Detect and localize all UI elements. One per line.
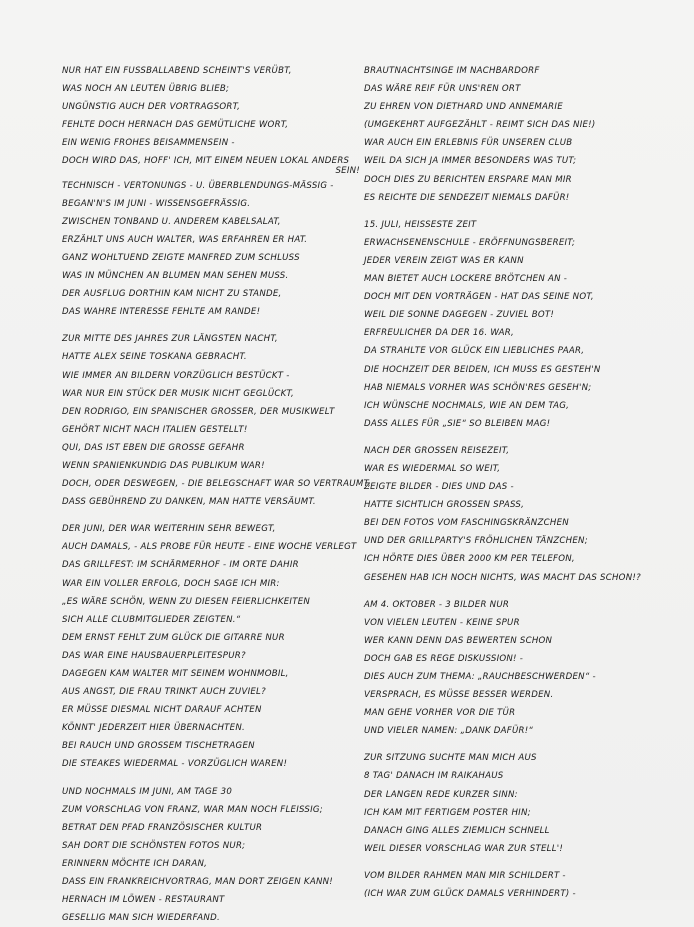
poem-line: ZWISCHEN TONBAND U. ANDEREM KABELSALAT, (62, 216, 281, 227)
poem-line: TECHNISCH - VERTONUNGS - U. ÜBERBLENDUNGS-MÄSSIG - (62, 180, 334, 191)
poem-line: DER JUNI, DER WAR WEITERHIN SEHR BEWEGT, (62, 524, 276, 535)
poem-line: ZEIGTE BILDER - DIES UND DAS - (364, 482, 514, 493)
poem-line: GESEHEN HAB ICH NOCH NICHTS, WAS MACHT DAS SCHON!? (364, 572, 641, 583)
poem-line: ICH HÖRTE DIES ÜBER 2000 KM PER TELEFON, (364, 554, 575, 565)
poem-line: UND VIELER NAMEN: „DANK DAFÜR!“ (364, 726, 534, 737)
poem-line: DOCH, ODER DESWEGEN, - DIE BELEGSCHAFT WAR SO VERTRAUMT, (62, 479, 371, 490)
poem-line: DA STRAHLTE VOR GLÜCK EIN LIEBLICHES PAAR, (364, 346, 585, 357)
poem-line: (UMGEKEHRT AUFGEZÄHLT - REIMT SICH DAS NIE!) (364, 120, 596, 131)
poem-line: BEI RAUCH UND GROSSEM TISCHETRAGEN (62, 741, 255, 752)
poem-line: BEI DEN FOTOS VOM FASCHINGSKRÄNZCHEN (364, 518, 569, 529)
poem-line: AM 4. OKTOBER - 3 BILDER NUR (364, 599, 510, 610)
poem-line: WAR EIN VOLLER ERFOLG, DOCH SAGE ICH MIR: (62, 578, 280, 589)
stanza-gap (364, 587, 664, 596)
poem-line: MAN GEHE VORHER VOR DIE TÜR (364, 708, 516, 719)
poem-line: DAS WAR EINE HAUSBAUERPLEITESPUR? (62, 650, 246, 661)
poem-line: DER LANGEN REDE KURZER SINN: (364, 789, 518, 800)
poem-line: AUS ANGST, DIE FRAU TRINKT AUCH ZUVIEL? (62, 687, 266, 698)
poem-line: DOCH WIRD DAS, HOFF' ICH, MIT EINEM NEUEN LOKAL ANDERS (62, 156, 350, 167)
poem-line: GEHÖRT NICHT NACH ITALIEN GESTELLT! (62, 424, 248, 435)
poem-line: BRAUTNACHTSINGE IM NACHBARDORF (364, 66, 540, 76)
poem-line: HATTE SICHTLICH GROSSEN SPASS, (364, 500, 525, 511)
poem-line: KÖNNT' JEDERZEIT HIER ÜBERNACHTEN. (62, 723, 246, 734)
poem-line: DIE HOCHZEIT DER BEIDEN, ICH MUSS ES GESTEH'N (364, 364, 601, 375)
poem-line: WEIL DIE SONNE DAGEGEN - ZUVIEL BOT! (364, 310, 555, 321)
poem-line: BETRAT DEN PFAD FRANZÖSISCHER KULTUR (62, 822, 263, 833)
poem-line: HAB NIEMALS VORHER WAS SCHÖN'RES GESEH'N; (364, 382, 592, 393)
poem-line: DASS ALLES FÜR „SIE“ SO BLEIBEN MAG! (364, 418, 551, 429)
poem-line: ERWACHSENENSCHULE - ERÖFFNUNGSBEREIT; (364, 237, 576, 248)
poem-line: WAR ES WIEDERMAL SO WEIT, (364, 463, 501, 474)
poem-line: SAH DORT DIE SCHÖNSTEN FOTOS NUR; (62, 840, 246, 851)
stanza-gap (364, 740, 664, 749)
poem-line: DIES AUCH ZUM THEMA: „RAUCHBESCHWERDEN“ - (364, 672, 596, 682)
poem-line: ZUR MITTE DES JAHRES ZUR LÄNGSTEN NACHT, (62, 334, 278, 345)
poem-line: DIE STEAKES WIEDERMAL - VORZÜGLICH WAREN! (62, 759, 288, 770)
poem-line: VERSPRACH, ES MÜSSE BESSER WERDEN. (364, 690, 554, 701)
poem-line: DEM ERNST FEHLT ZUM GLÜCK DIE GITARRE NUR (62, 632, 285, 643)
poem-line: DAS WÄRE REIF FÜR UNS'REN ORT (364, 84, 521, 95)
stanza-gap (364, 207, 664, 216)
poem-line: (ICH WAR ZUM GLÜCK DAMALS VERHINDERT) - (364, 889, 576, 900)
poem-line: DAS GRILLFEST: IM SCHÄRMERHOF - IM ORTE DAHIR (62, 560, 299, 571)
poem-line: HERNACH IM LÖWEN - RESTAURANT (62, 895, 225, 906)
poem-line: ES REICHTE DIE SENDEZEIT NIEMALS DAFÜR! (364, 192, 570, 203)
poem-line: GESELLIG MAN SICH WIEDERFAND. (62, 913, 220, 924)
stanza-gap (62, 774, 362, 783)
stanza-gap (62, 511, 362, 520)
poem-line: UNGÜNSTIG AUCH DER VORTRAGSORT, (62, 102, 241, 113)
poem-line: WAS NOCH AN LEUTEN ÜBRIG BLIEB; (62, 84, 230, 95)
poem-line: DASS GEBÜHREND ZU DANKEN, MAN HATTE VERSÄUMT. (62, 497, 316, 508)
poem-line: ERFREULICHER DA DER 16. WAR, (364, 328, 514, 339)
poem-line: HATTE ALEX SEINE TOSKANA GEBRACHT. (62, 352, 247, 363)
poem-line: 15. JULI, HEISSESTE ZEIT (364, 219, 477, 230)
poem-line: VOM BILDER RAHMEN MAN MIR SCHILDERT - (364, 870, 566, 881)
poem-line: FEHLTE DOCH HERNACH DAS GEMÜTLICHE WORT, (62, 120, 289, 131)
poem-line: NUR HAT EIN FUSSBALLABEND SCHEINT'S VERÜBT, (62, 66, 292, 76)
poem-line: UND NOCHMALS IM JUNI, AM TAGE 30 (62, 786, 233, 797)
poem-line: DOCH MIT DEN VORTRÄGEN - HAT DAS SEINE NOT, (364, 292, 594, 303)
poem-line: WENN SPANIENKUNDIG DAS PUBLIKUM WAR! (62, 460, 265, 471)
poem-line: DANACH GING ALLES ZIEMLICH SCHNELL (364, 825, 550, 836)
poem-line: NACH DER GROSSEN REISEZEIT, (364, 445, 510, 456)
poem-line: ICH WÜNSCHE NOCHMALS, WIE AN DEM TAG, (364, 400, 570, 411)
poem-line: DAGEGEN KAM WALTER MIT SEINEM WOHNMOBIL, (62, 669, 289, 679)
poem-line: ERINNERN MÖCHTE ICH DARAN, (62, 858, 208, 869)
poem-line: ER MÜSSE DIESMAL NICHT DARAUF ACHTEN (62, 705, 262, 716)
poem-line: WEIL DIESER VORSCHLAG WAR ZUR STELL'! (364, 843, 564, 854)
poem-line: WIE IMMER AN BILDERN VORZÜGLICH BESTÜCKT - (62, 370, 290, 381)
poem-line: UND DER GRILLPARTY'S FRÖHLICHEN TÄNZCHEN; (364, 536, 588, 547)
poem-line: WAS IN MÜNCHEN AN BLUMEN MAN SEHEN MUSS. (62, 271, 289, 282)
poem-line: DAS WAHRE INTERESSE FEHLTE AM RANDE! (62, 307, 261, 318)
left-column (62, 62, 371, 927)
poem-line: WAR NUR EIN STÜCK DER MUSIK NICHT GEGLÜCKT, (62, 388, 294, 399)
poem-line: DER AUSFLUG DORTHIN KAM NICHT ZU STANDE, (62, 289, 282, 300)
poem-line: BEGAN'N'S IM JUNI - WISSENSGEFRÄSSIG. (62, 198, 251, 209)
poem-line: ZUR SITZUNG SUCHTE MAN MICH AUS (364, 753, 537, 764)
poem-line: AUCH DAMALS, - ALS PROBE FÜR HEUTE - EINE WOCHE VERLEGT (62, 542, 357, 553)
poem-line: WEIL DA SICH JA IMMER BESONDERS WAS TUT; (364, 156, 577, 167)
stanza-gap (62, 321, 362, 330)
poem-line: ICH KAM MIT FERTIGEM POSTER HIN; (364, 807, 531, 818)
poem-line: WER KANN DENN DAS BEWERTEN SCHON (364, 635, 553, 646)
poem-line-overflow: SEIN! (335, 165, 360, 176)
stanza-gap (364, 858, 664, 867)
poem-line: EIN WENIG FROHES BEISAMMENSEIN - (62, 138, 235, 149)
poem-line: DOCH GAB ES REGE DISKUSSION! - (364, 653, 524, 664)
poem-line: 8 TAG' DANACH IM RAIKAHAUS (364, 771, 504, 782)
poem-line: QUI, DAS IST EBEN DIE GROSSE GEFAHR (62, 442, 245, 453)
stanza-gap (364, 433, 664, 442)
poem-line: WAR AUCH EIN ERLEBNIS FÜR UNSEREN CLUB (364, 138, 573, 149)
poem-line: „ES WÄRE SCHÖN, WENN ZU DIESEN FEIERLICHKEITEN (62, 596, 311, 607)
poem-line: JEDER VEREIN ZEIGT WAS ER KANN (364, 255, 524, 266)
poem-line: DEN RODRIGO, EIN SPANISCHER GROSSER, DER MUSIKWELT (62, 406, 335, 417)
poem-line: VON VIELEN LEUTEN - KEINE SPUR (364, 617, 520, 628)
right-column (364, 62, 664, 903)
poem-line: ZU EHREN VON DIETHARD UND ANNEMARIE (364, 102, 563, 113)
poem-line: GANZ WOHLTUEND ZEIGTE MANFRED ZUM SCHLUSS (62, 252, 300, 263)
poem-line: MAN BIETET AUCH LOCKERE BRÖTCHEN AN - (364, 274, 568, 285)
poem-line: DASS EIN FRANKREICHVORTRAG, MAN DORT ZEIGEN KANN! (62, 877, 334, 888)
poem-line: ZUM VORSCHLAG VON FRANZ, WAR MAN NOCH FLEISSIG; (62, 804, 323, 815)
poem-line: ERZÄHLT UNS AUCH WALTER, WAS ERFAHREN ER HAT. (62, 234, 308, 245)
poem-line: DOCH DIES ZU BERICHTEN ERSPARE MAN MIR (364, 174, 572, 185)
poem-line: SICH ALLE CLUBMITGLIEDER ZEIGTEN.“ (62, 614, 241, 625)
